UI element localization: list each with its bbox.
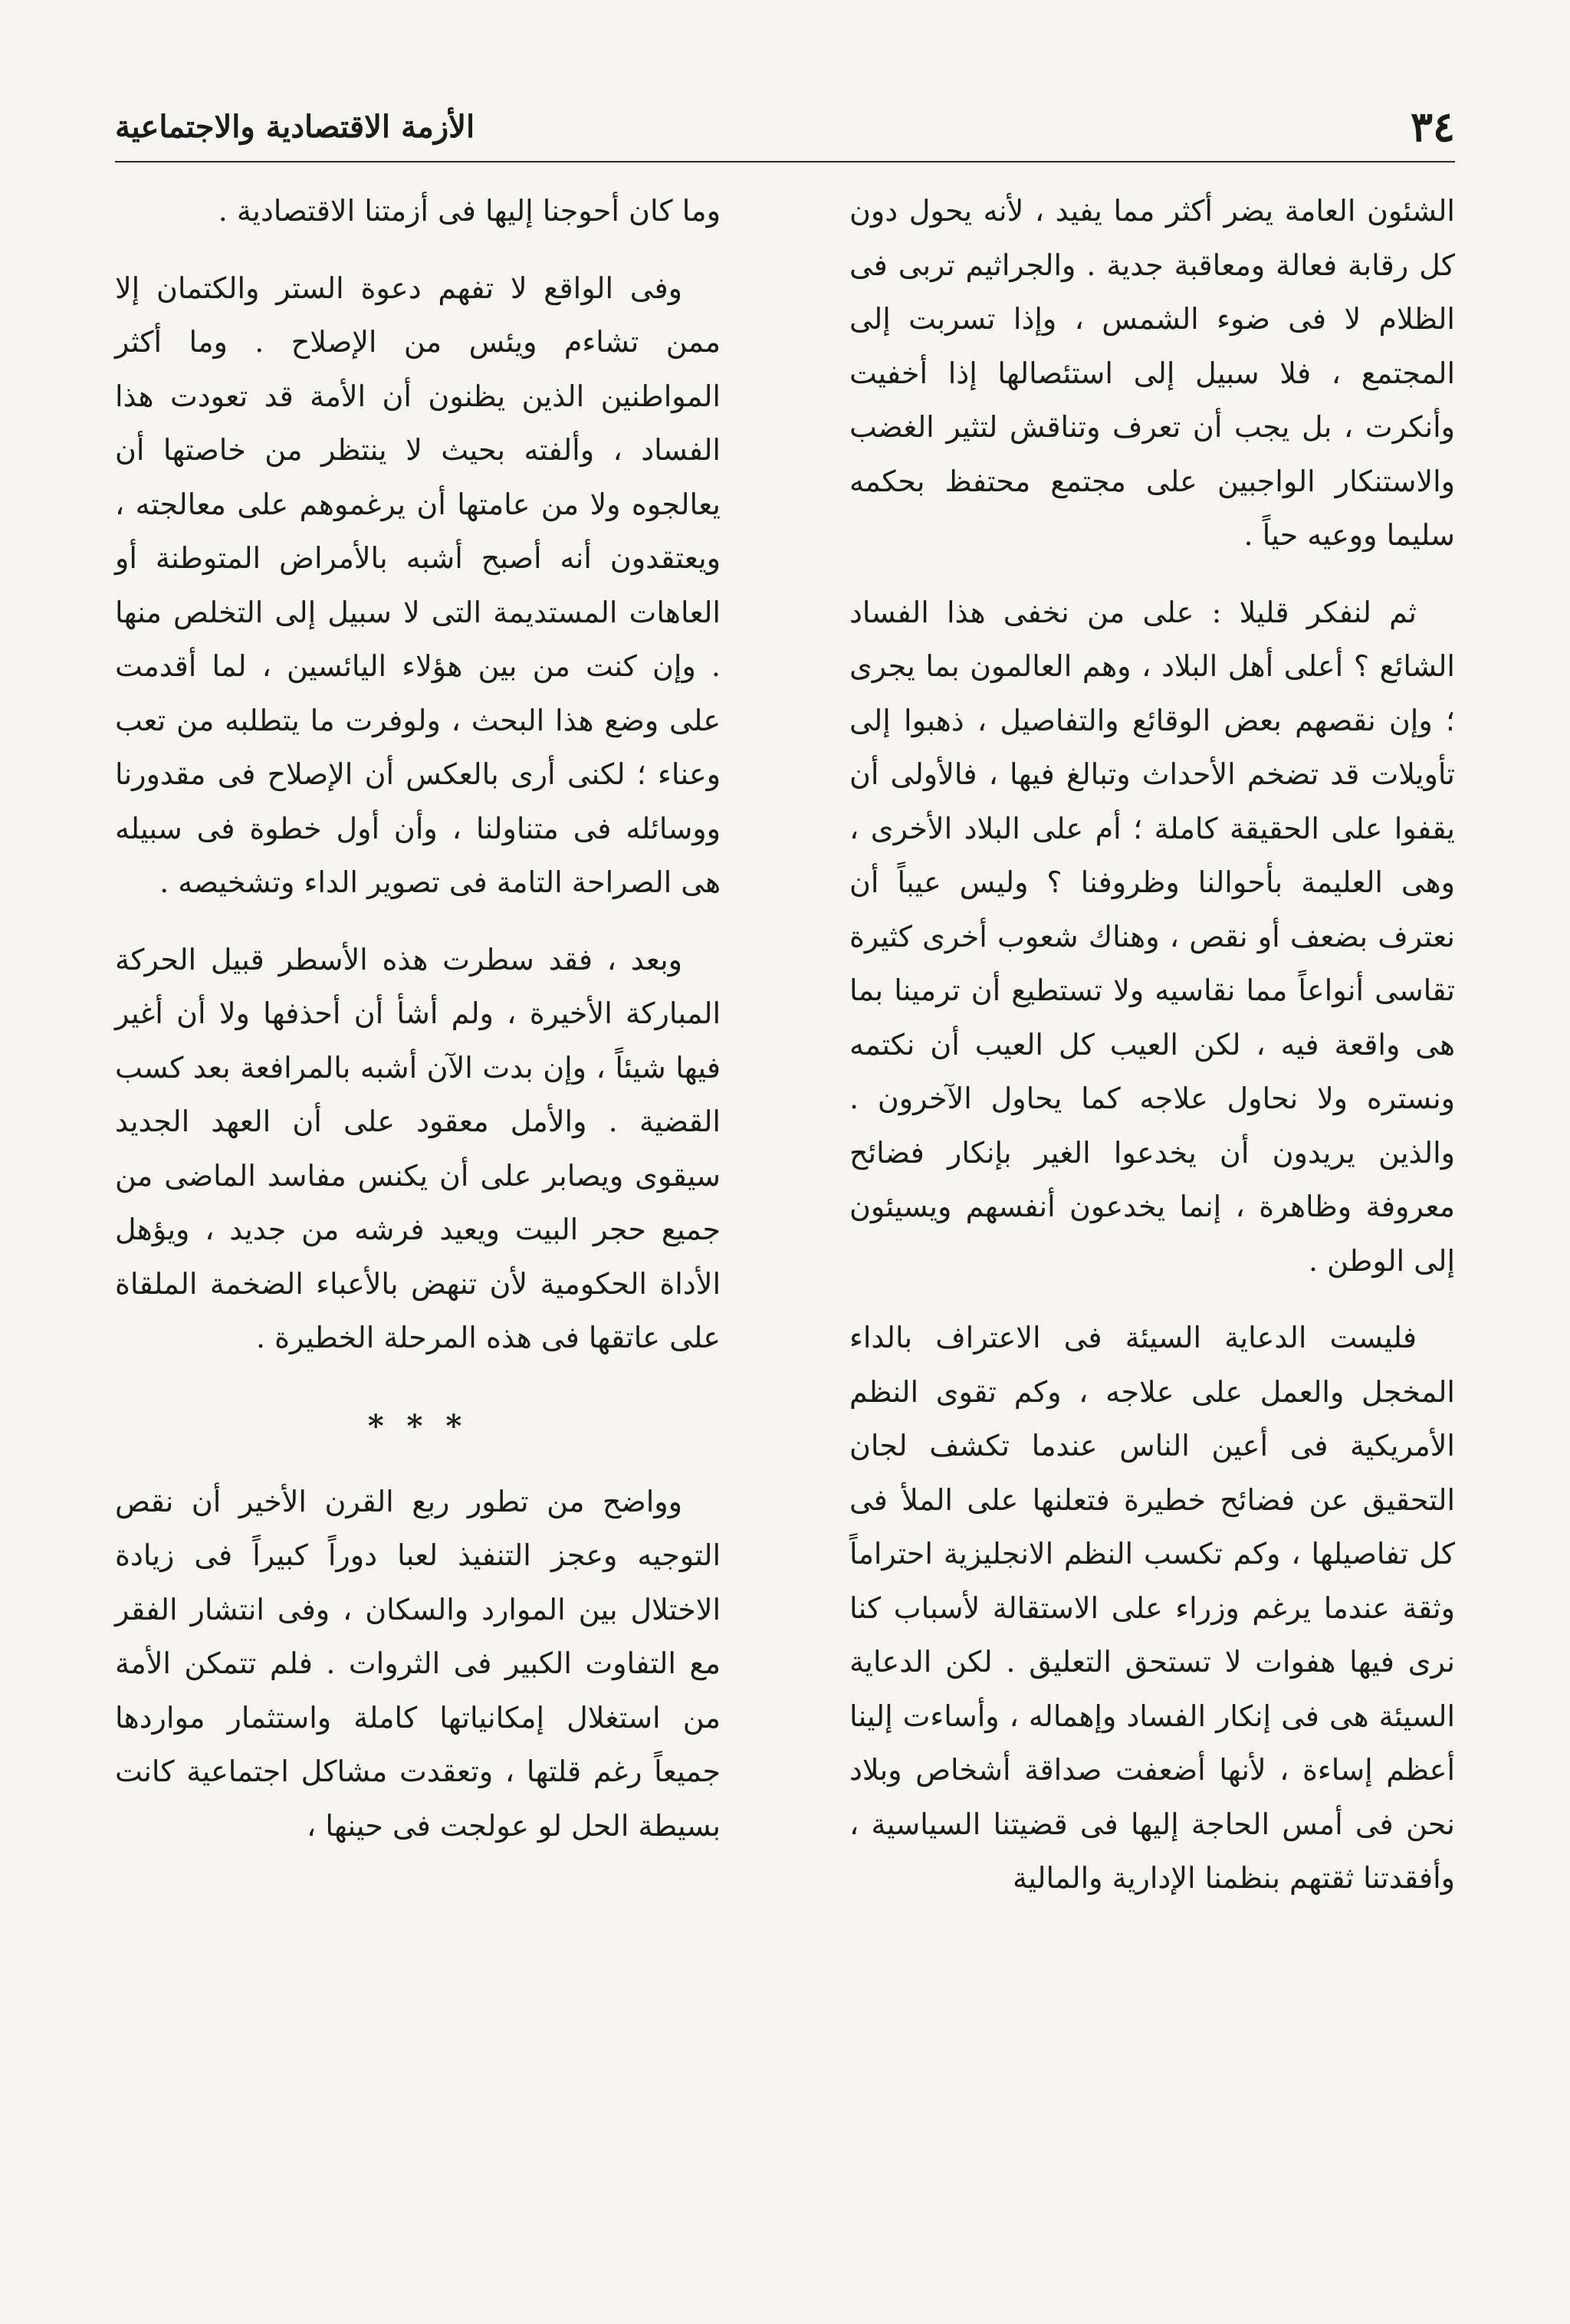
page-header <box>115 100 1455 162</box>
section-separator: * * * <box>367 1407 468 1444</box>
running-title: الأزمة الاقتصادية والاجتماعية <box>115 108 475 145</box>
right-column <box>849 184 1455 2209</box>
text-columns <box>115 184 1455 2209</box>
paragraph: فليست الدعاية السيئة فى الاعتراف بالداء المخجل والعمل على علاجه ، وكم تقوى النظم الأمريكية فى أعين الناس عندما تكشف لجان التحقيق عن فضائح خطيرة فتعلنها على الملأ فى كل تفاصيلها ، وكم تكسب النظم الانجليزية احتراماً وثقة عندما يرغم وزراء على الاستقالة لأسباب كنا نرى فيها هفوات لا تستحق التعليق . لكن الدعاية السيئة هى فى إنكار الفساد وإهماله ، وأساءت إلينا أعظم إساءة ، لأنها أضعفت صداقة أشخاص وبلاد نحن فى أمس الحاجة إليها فى قضيتنا السياسية ، وأفقدتنا ثقتهم بنظمنا الإدارية والمالية <box>849 1321 1455 1895</box>
paragraph: وفى الواقع لا تفهم دعوة الستر والكتمان إلا ممن تشاءم ويئس من الإصلاح . وما أكثر المواطنين الذين يظنون أن الأمة قد تعودت هذا الفساد ، وألفته بحيث لا ينتظر من خاصتها أن يعالجوه ولا من عامتها أن يرغموهم على معالجته ، ويعتقدون أنه أصبح أشبه بالأمراض المتوطنة أو العاهات المستديمة التى لا سبيل إلى التخلص منها . وإن كنت من بين هؤلاء اليائسين ، لما أقدمت على وضع هذا البحث ، ولوفرت ما يتطلبه من تعب وعناء ؛ لكنى أرى بالعكس أن الإصلاح فى مقدورنا ووسائله فى متناولنا ، وأن أول خطوة فى سبيله هى الصراحة التامة فى تصوير الداء وتشخيصه . <box>115 271 721 899</box>
left-column <box>115 184 721 2209</box>
page-number: ٣٤ <box>1410 102 1455 151</box>
paragraph: ثم لنفكر قليلا : على من نخفى هذا الفساد الشائع ؟ أعلى أهل البلاد ، وهم العالمون بما يجرى ؛ وإن نقصهم بعض الوقائع والتفاصيل ، ذهبوا إلى تأويلات قد تضخم الأحداث وتبالغ فيها ، فالأولى أن يقفوا على الحقيقة كاملة ؛ أم على البلاد الأخرى ، وهى العليمة بأحوالنا وظروفنا ؟ وليس عيباً أن نعترف بضعف أو نقص ، وهناك شعوب أخرى كثيرة تقاسى أنواعاً مما نقاسيه ولا تستطيع أن ترمينا بما هى واقعة فيه ، لكن العيب كل العيب أن نكتمه ونستره ولا نحاول علاجه كما يحاول الآخرون . والذين يريدون أن يخدعوا الغير بإنكار فضائح معروفة وظاهرة ، إنما يخدعون أنفسهم ويسيئون إلى الوطن . <box>849 595 1455 1278</box>
paragraph: وواضح من تطور ربع القرن الأخير أن نقص التوجيه وعجز التنفيذ لعبا دوراً كبيراً فى زيادة الاختلال بين الموارد والسكان ، وفى انتشار الفقر مع التفاوت الكبير فى الثروات . فلم تتمكن الأمة من استغلال إمكانياتها كاملة واستثمار مواردها جميعاً رغم قلتها ، وتعقدت مشاكل اجتماعية كانت بسيطة الحل لو عولجت فى حينها ، <box>115 1484 721 1843</box>
paragraph: وما كان أحوجنا إليها فى أزمتنا الاقتصادية . <box>218 194 721 228</box>
paragraph: وبعد ، فقد سطرت هذه الأسطر قبيل الحركة المباركة الأخيرة ، ولم أشأ أن أحذفها ولا أن أغير فيها شيئاً ، وإن بدت الآن أشبه بالمرافعة بعد كسب القضية . والأمل معقود على أن العهد الجديد سيقوى ويصابر على أن يكنس مفاسد الماضى من جميع حجر البيت ويعيد فرشه من جديد ، ويؤهل الأداة الحكومية لأن تنهض بالأعباء الضخمة الملقاة على عاتقها فى هذه المرحلة الخطيرة . <box>115 942 721 1354</box>
paragraph: الشئون العامة يضر أكثر مما يفيد ، لأنه يحول دون كل رقابة فعالة ومعاقبة جدية . والجراثيم تربى فى الظلام لا فى ضوء الشمس ، وإذا تسربت إلى المجتمع ، فلا سبيل إلى استئصالها إذا أخفيت وأنكرت ، بل يجب أن تعرف وتناقش لتثير الغضب والاستنكار الواجبين على مجتمع محتفظ بحكمه سليما ووعيه حياً . <box>849 194 1455 552</box>
